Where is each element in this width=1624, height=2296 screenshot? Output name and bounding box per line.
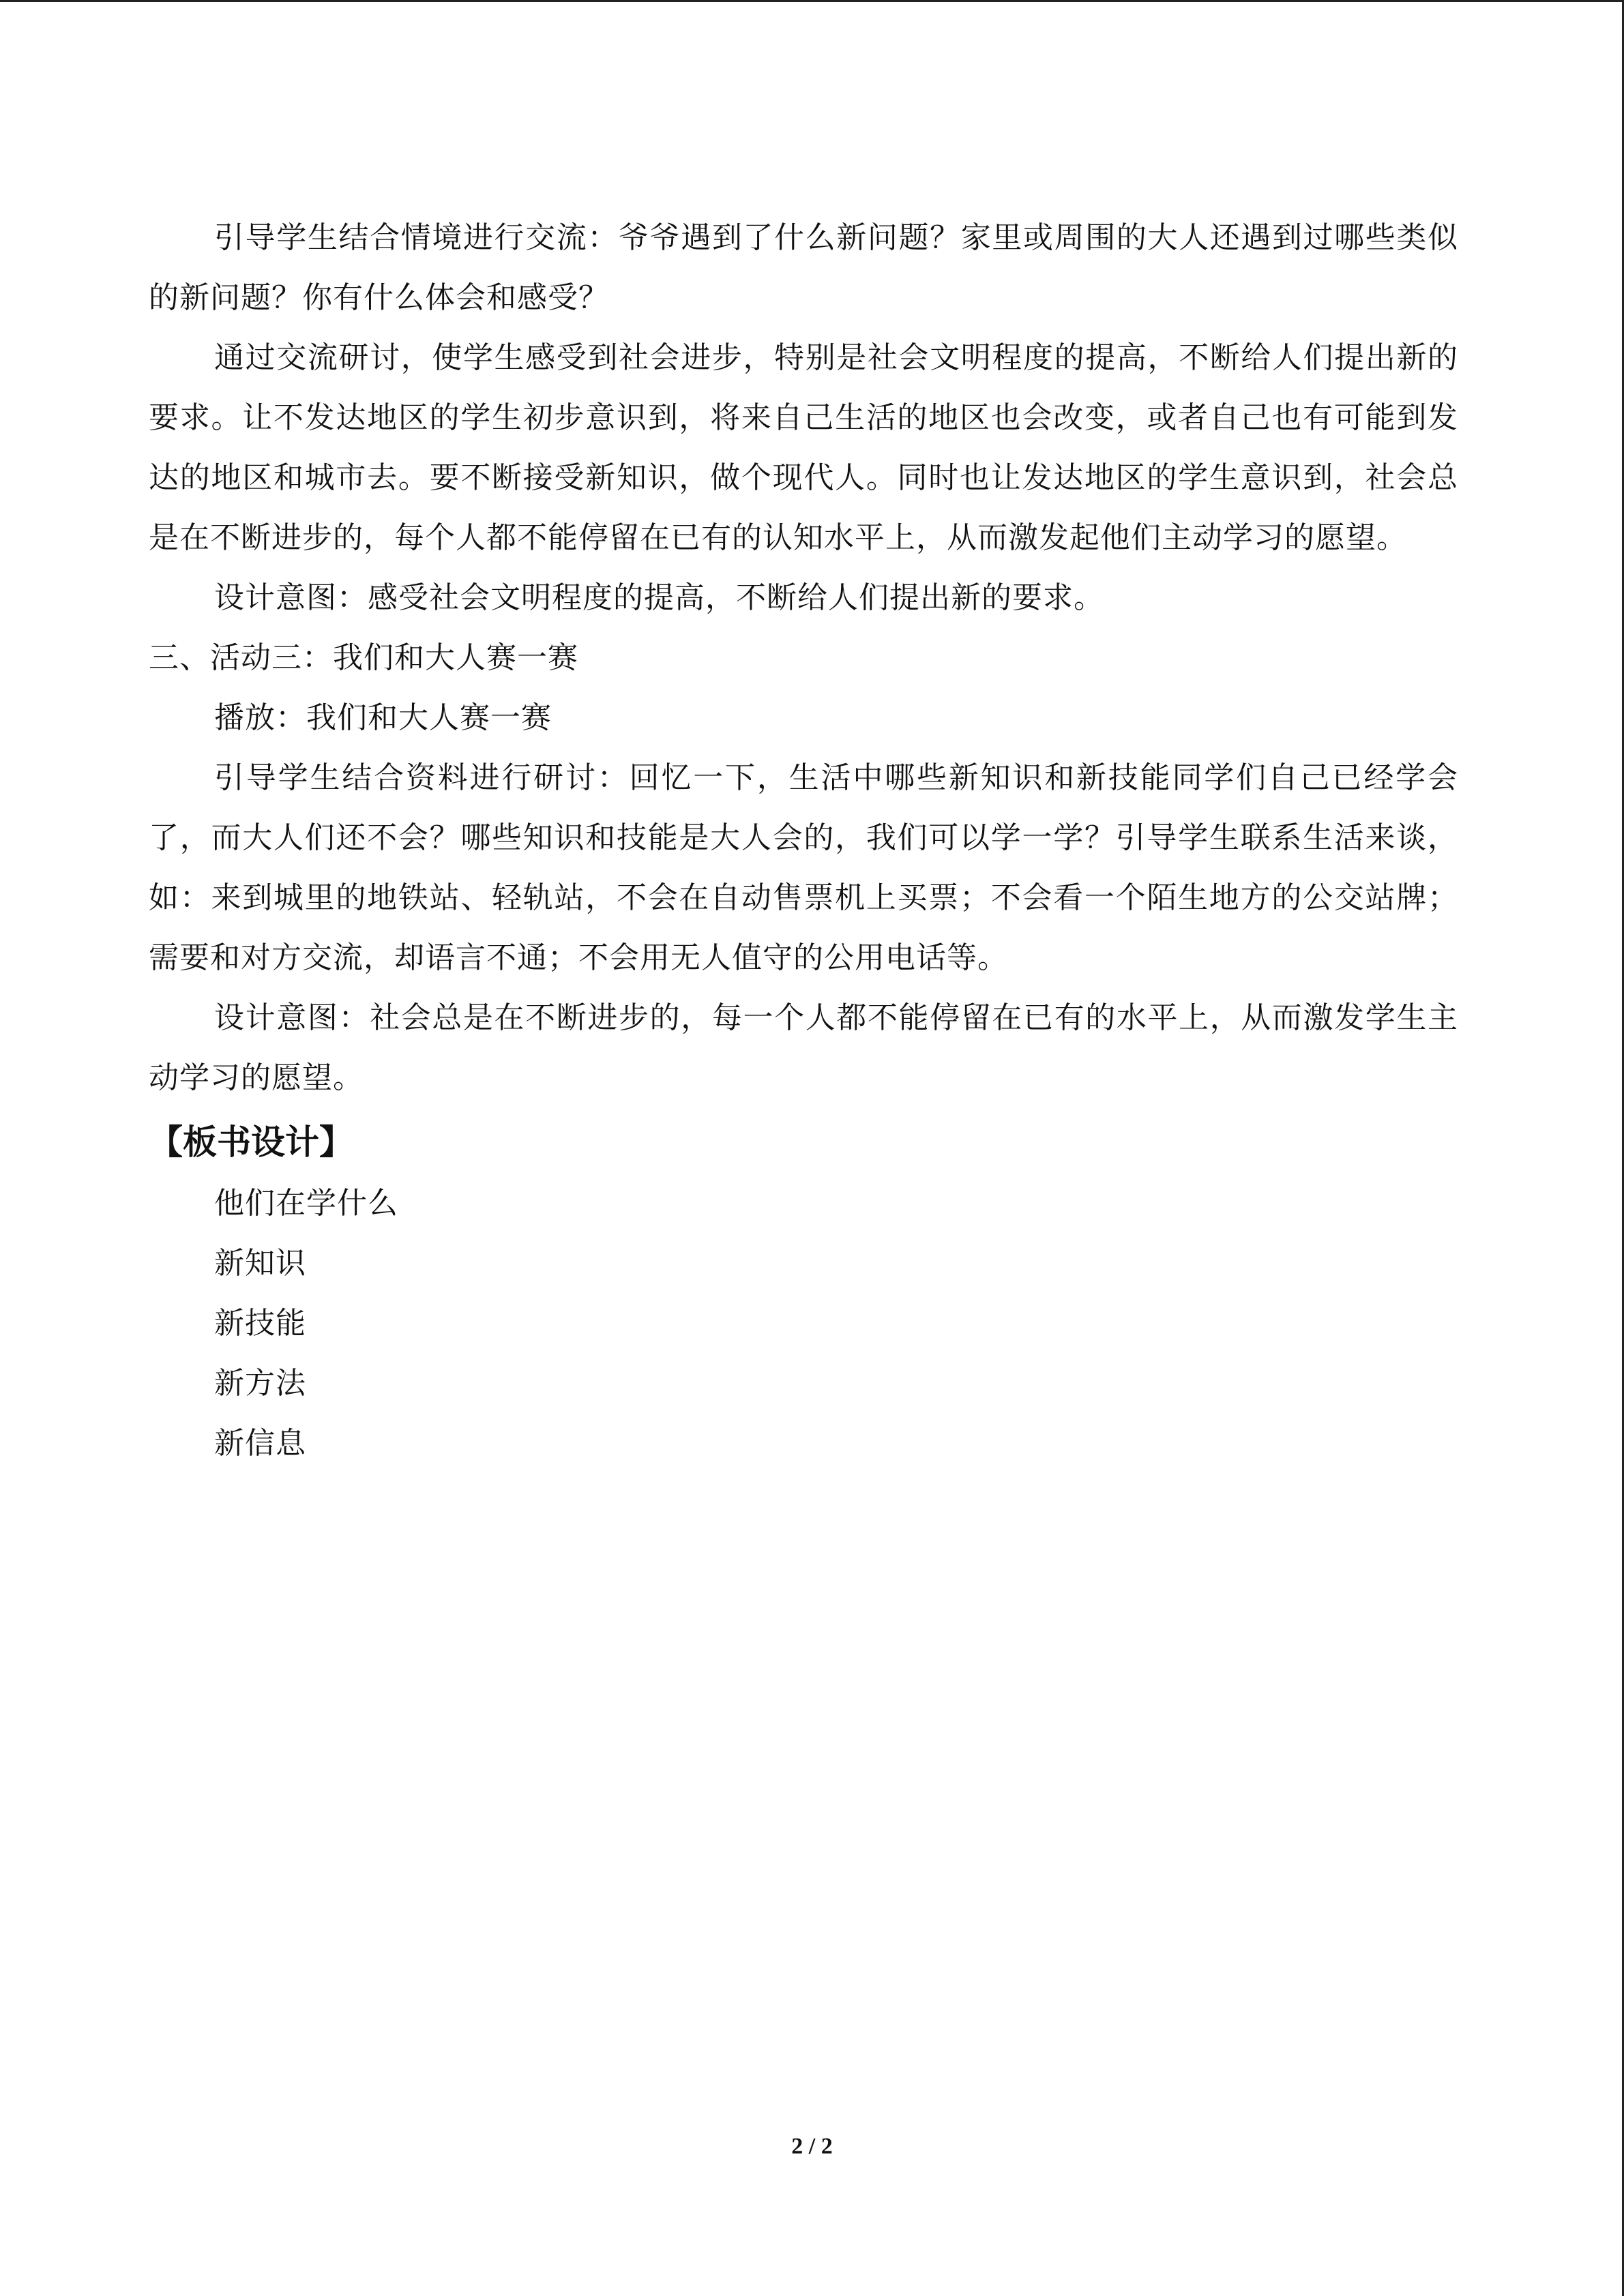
board-item: 新知识 — [214, 1246, 306, 1281]
paragraph-design-intent-2: 设计意图：感受社会文明程度的提高，不断给人们提出新的要求。 — [214, 580, 1104, 615]
paragraph-research-prompt: 引导学生结合资料进行研讨：回忆一下，生活中哪些新知识和新技能同学们自己已经学会了，而大人们还不会？哪些知识和技能是大人会的，我们可以学一学？引导学生联系生活来谈，如：来到城里的地铁站、轻轨站，不会在自动售票机上买票；不会看一个陌生地方的公交站牌；需要和对方交流，却语言不通；不会用无人值守的公用电话等。 — [149, 760, 1458, 975]
paragraph-play-video: 播放：我们和大人赛一赛 — [214, 700, 552, 735]
board-design-list — [149, 1174, 1458, 1474]
page-number: 2 / 2 — [791, 2134, 833, 2159]
board-item: 他们在学什么 — [214, 1186, 398, 1221]
page-top-border — [0, 0, 1624, 2]
board-design-heading: 【板书设计】 — [149, 1122, 353, 1162]
paragraph-design-intent-3: 设计意图：社会总是在不断进步的，每一个人都不能停留在已有的水平上，从而激发学生主动学习的愿望。 — [149, 1000, 1458, 1095]
paragraph-discussion-prompt: 引导学生结合情境进行交流：爷爷遇到了什么新问题？家里或周围的大人还遇到过哪些类似的新问题？你有什么体会和感受？ — [149, 220, 1458, 315]
board-item: 新方法 — [214, 1366, 306, 1401]
board-item: 新技能 — [214, 1306, 306, 1341]
board-item: 新信息 — [214, 1426, 306, 1461]
document-body — [149, 208, 1458, 1474]
paragraph-discussion-goal: 通过交流研讨，使学生感受到社会进步，特别是社会文明程度的提高，不断给人们提出新的要求。让不发达地区的学生初步意识到，将来自己生活的地区也会改变，或者自己也有可能到发达的地区和城市去。要不断接受新知识，做个现代人。同时也让发达地区的学生意识到，社会总是在不断进步的，每个人都不能停留在已有的认知水平上，从而激发起他们主动学习的愿望。 — [149, 340, 1458, 555]
section-heading-activity-3: 三、活动三：我们和大人赛一赛 — [149, 640, 578, 675]
